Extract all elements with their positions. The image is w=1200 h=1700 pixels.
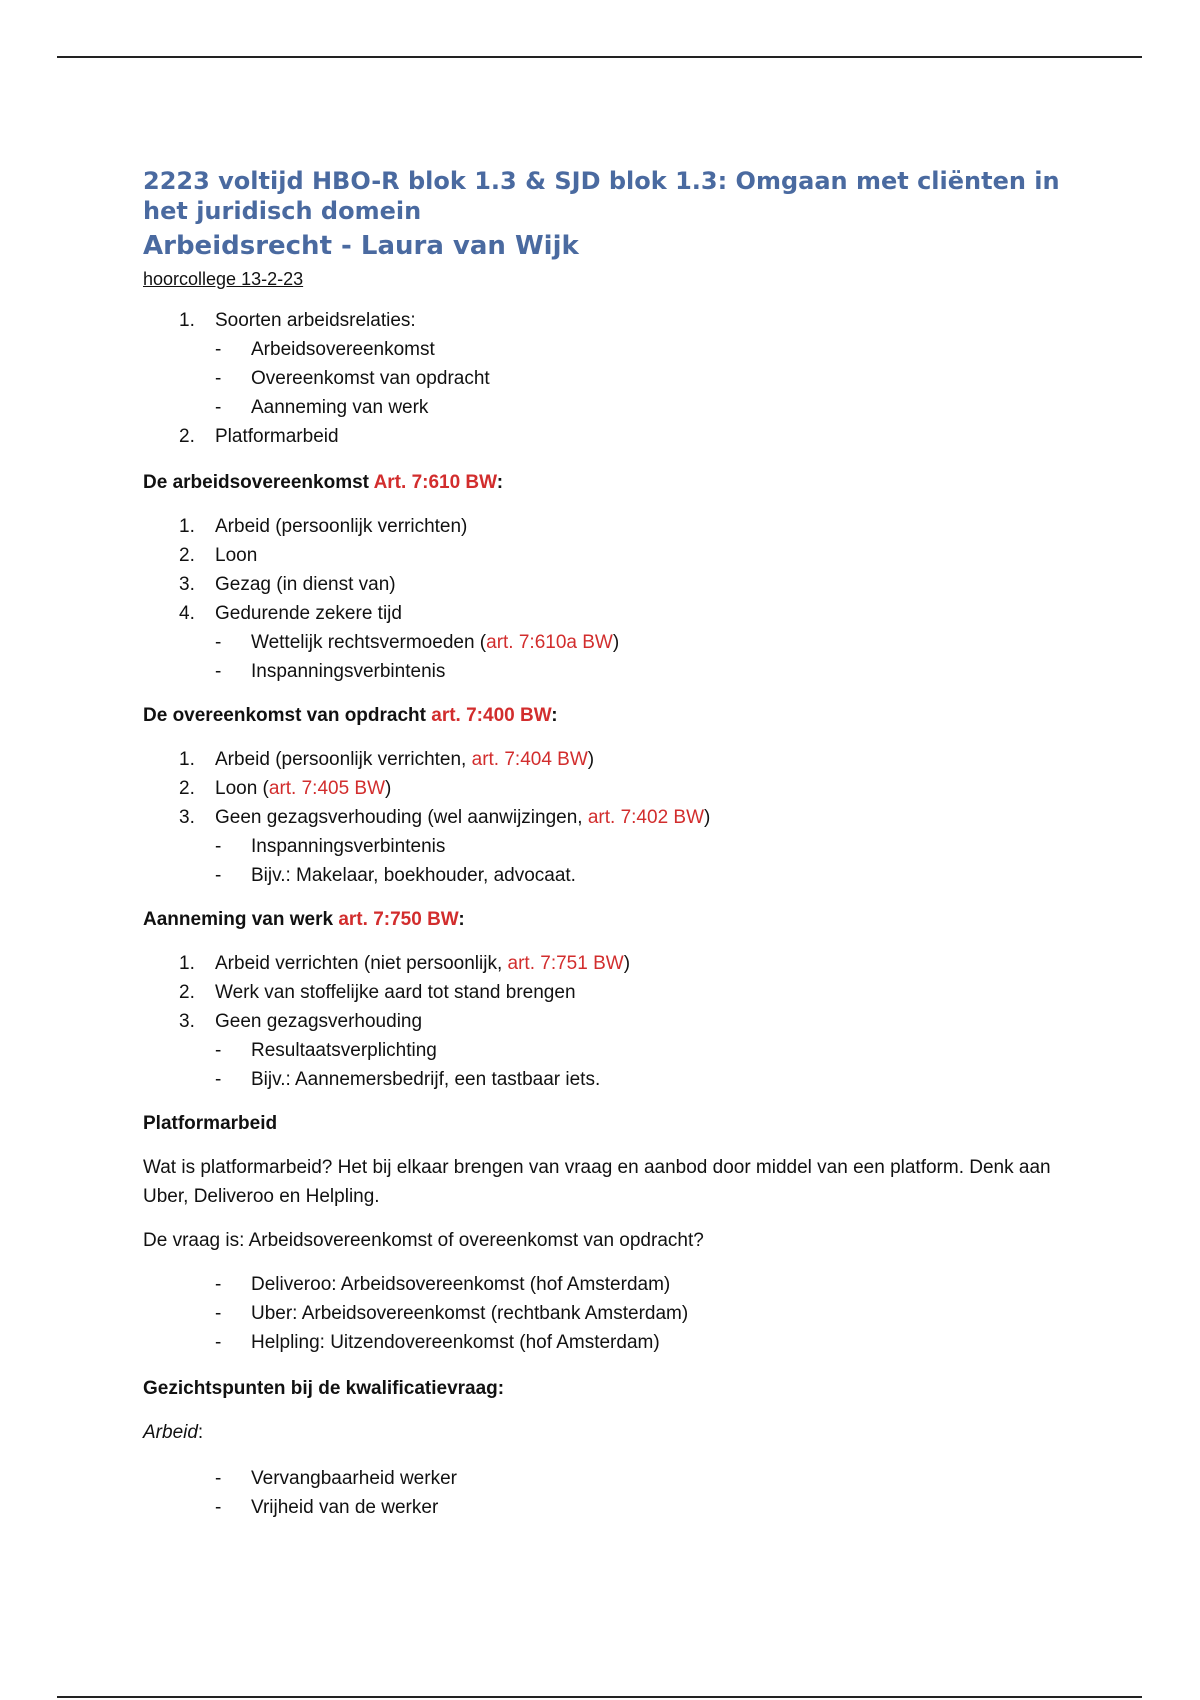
list-item: 1. Arbeid (persoonlijk verrichten)	[179, 516, 468, 537]
top-rule	[57, 56, 1142, 58]
list-item: 1. Arbeid (persoonlijk verrichten, art. 7:404 BW)	[179, 749, 595, 770]
list-item: - Helpling: Uitzendovereenkomst (hof Amsterdam)	[215, 1332, 660, 1353]
platform-question: De vraag is: Arbeidsovereenkomst of overeenkomst van opdracht?	[143, 1230, 704, 1251]
intro-list	[143, 306, 1073, 451]
arbeidsovereenkomst-list	[143, 512, 1073, 686]
section-heading-opdracht: De overeenkomst van opdracht art. 7:400 BW:	[143, 705, 558, 726]
list-item: 3. Gezag (in dienst van)	[179, 574, 396, 595]
list-item: - Arbeidsovereenkomst	[215, 339, 435, 360]
list-item: 4. Gedurende zekere tijd	[179, 603, 402, 624]
section-heading-platformarbeid: Platformarbeid	[143, 1113, 278, 1134]
list-item: - Bijv.: Makelaar, boekhouder, advocaat.	[215, 865, 576, 886]
list-item: 1. Soorten arbeidsrelaties:	[179, 310, 416, 331]
law-reference: art. 7:402 BW	[587, 807, 705, 828]
list-item: 2. Platformarbeid	[179, 426, 339, 447]
document-title: 2223 voltijd HBO-R blok 1.3 & SJD blok 1.3: Omgaan met cliënten in het juridisch domein	[143, 167, 1060, 225]
list-item: - Vervangbaarheid werker	[215, 1468, 457, 1489]
section-heading-aanneming: Aanneming van werk art. 7:750 BW:	[143, 909, 465, 930]
lecture-date: hoorcollege 13-2-23	[143, 269, 304, 289]
list-item: - Uber: Arbeidsovereenkomst (rechtbank Amsterdam)	[215, 1303, 689, 1324]
bottom-rule	[57, 1696, 1142, 1698]
section-heading-arbeidsovereenkomst: De arbeidsovereenkomst Art. 7:610 BW:	[143, 472, 504, 493]
list-item: 1. Arbeid verrichten (niet persoonlijk, art. 7:751 BW)	[179, 953, 631, 974]
law-reference: art. 7:405 BW	[268, 778, 386, 799]
list-item: - Aanneming van werk	[215, 397, 429, 418]
list-item: - Inspanningsverbintenis	[215, 661, 446, 682]
law-reference: art. 7:751 BW	[507, 953, 624, 974]
list-item: 3. Geen gezagsverhouding	[179, 1011, 423, 1032]
arbeid-label: Arbeid:	[143, 1422, 204, 1443]
aanneming-list	[143, 949, 1073, 1094]
list-item: 2. Loon	[179, 545, 258, 566]
platform-paragraph: Wat is platformarbeid? Het bij elkaar brengen van vraag en aanbod door middel van een platform. Denk aan Uber, Deliveroo en Helpling.	[143, 1157, 1051, 1207]
list-item: - Deliveroo: Arbeidsovereenkomst (hof Amsterdam)	[215, 1274, 671, 1295]
list-item: - Overeenkomst van opdracht	[215, 368, 490, 389]
law-reference: art. 7:400 BW	[431, 705, 552, 726]
law-reference: art. 7:610a BW	[486, 632, 613, 653]
law-reference: art. 7:750 BW	[338, 909, 459, 930]
platform-list	[143, 1270, 1073, 1357]
list-item: - Bijv.: Aannemersbedrijf, een tastbaar iets.	[215, 1069, 601, 1090]
list-item: 2. Loon (art. 7:405 BW)	[179, 778, 392, 799]
opdracht-list	[143, 745, 1073, 890]
law-reference: art. 7:404 BW	[471, 749, 588, 770]
document-body	[143, 166, 1073, 1522]
section-heading-gezichtspunten: Gezichtspunten bij de kwalificatievraag:	[143, 1378, 505, 1399]
list-item: - Inspanningsverbintenis	[215, 836, 446, 857]
law-reference: Art. 7:610 BW	[373, 472, 497, 493]
arbeid-list	[143, 1464, 1073, 1522]
list-item: 3. Geen gezagsverhouding (wel aanwijzingen, art. 7:402 BW)	[179, 807, 711, 828]
document-subtitle: Arbeidsrecht - Laura van Wijk	[143, 231, 579, 261]
list-item: 2. Werk van stoffelijke aard tot stand brengen	[179, 982, 576, 1003]
list-item: - Vrijheid van de werker	[215, 1497, 439, 1518]
list-item: - Resultaatsverplichting	[215, 1040, 437, 1061]
list-item: - Wettelijk rechtsvermoeden (art. 7:610a BW)	[215, 632, 620, 653]
